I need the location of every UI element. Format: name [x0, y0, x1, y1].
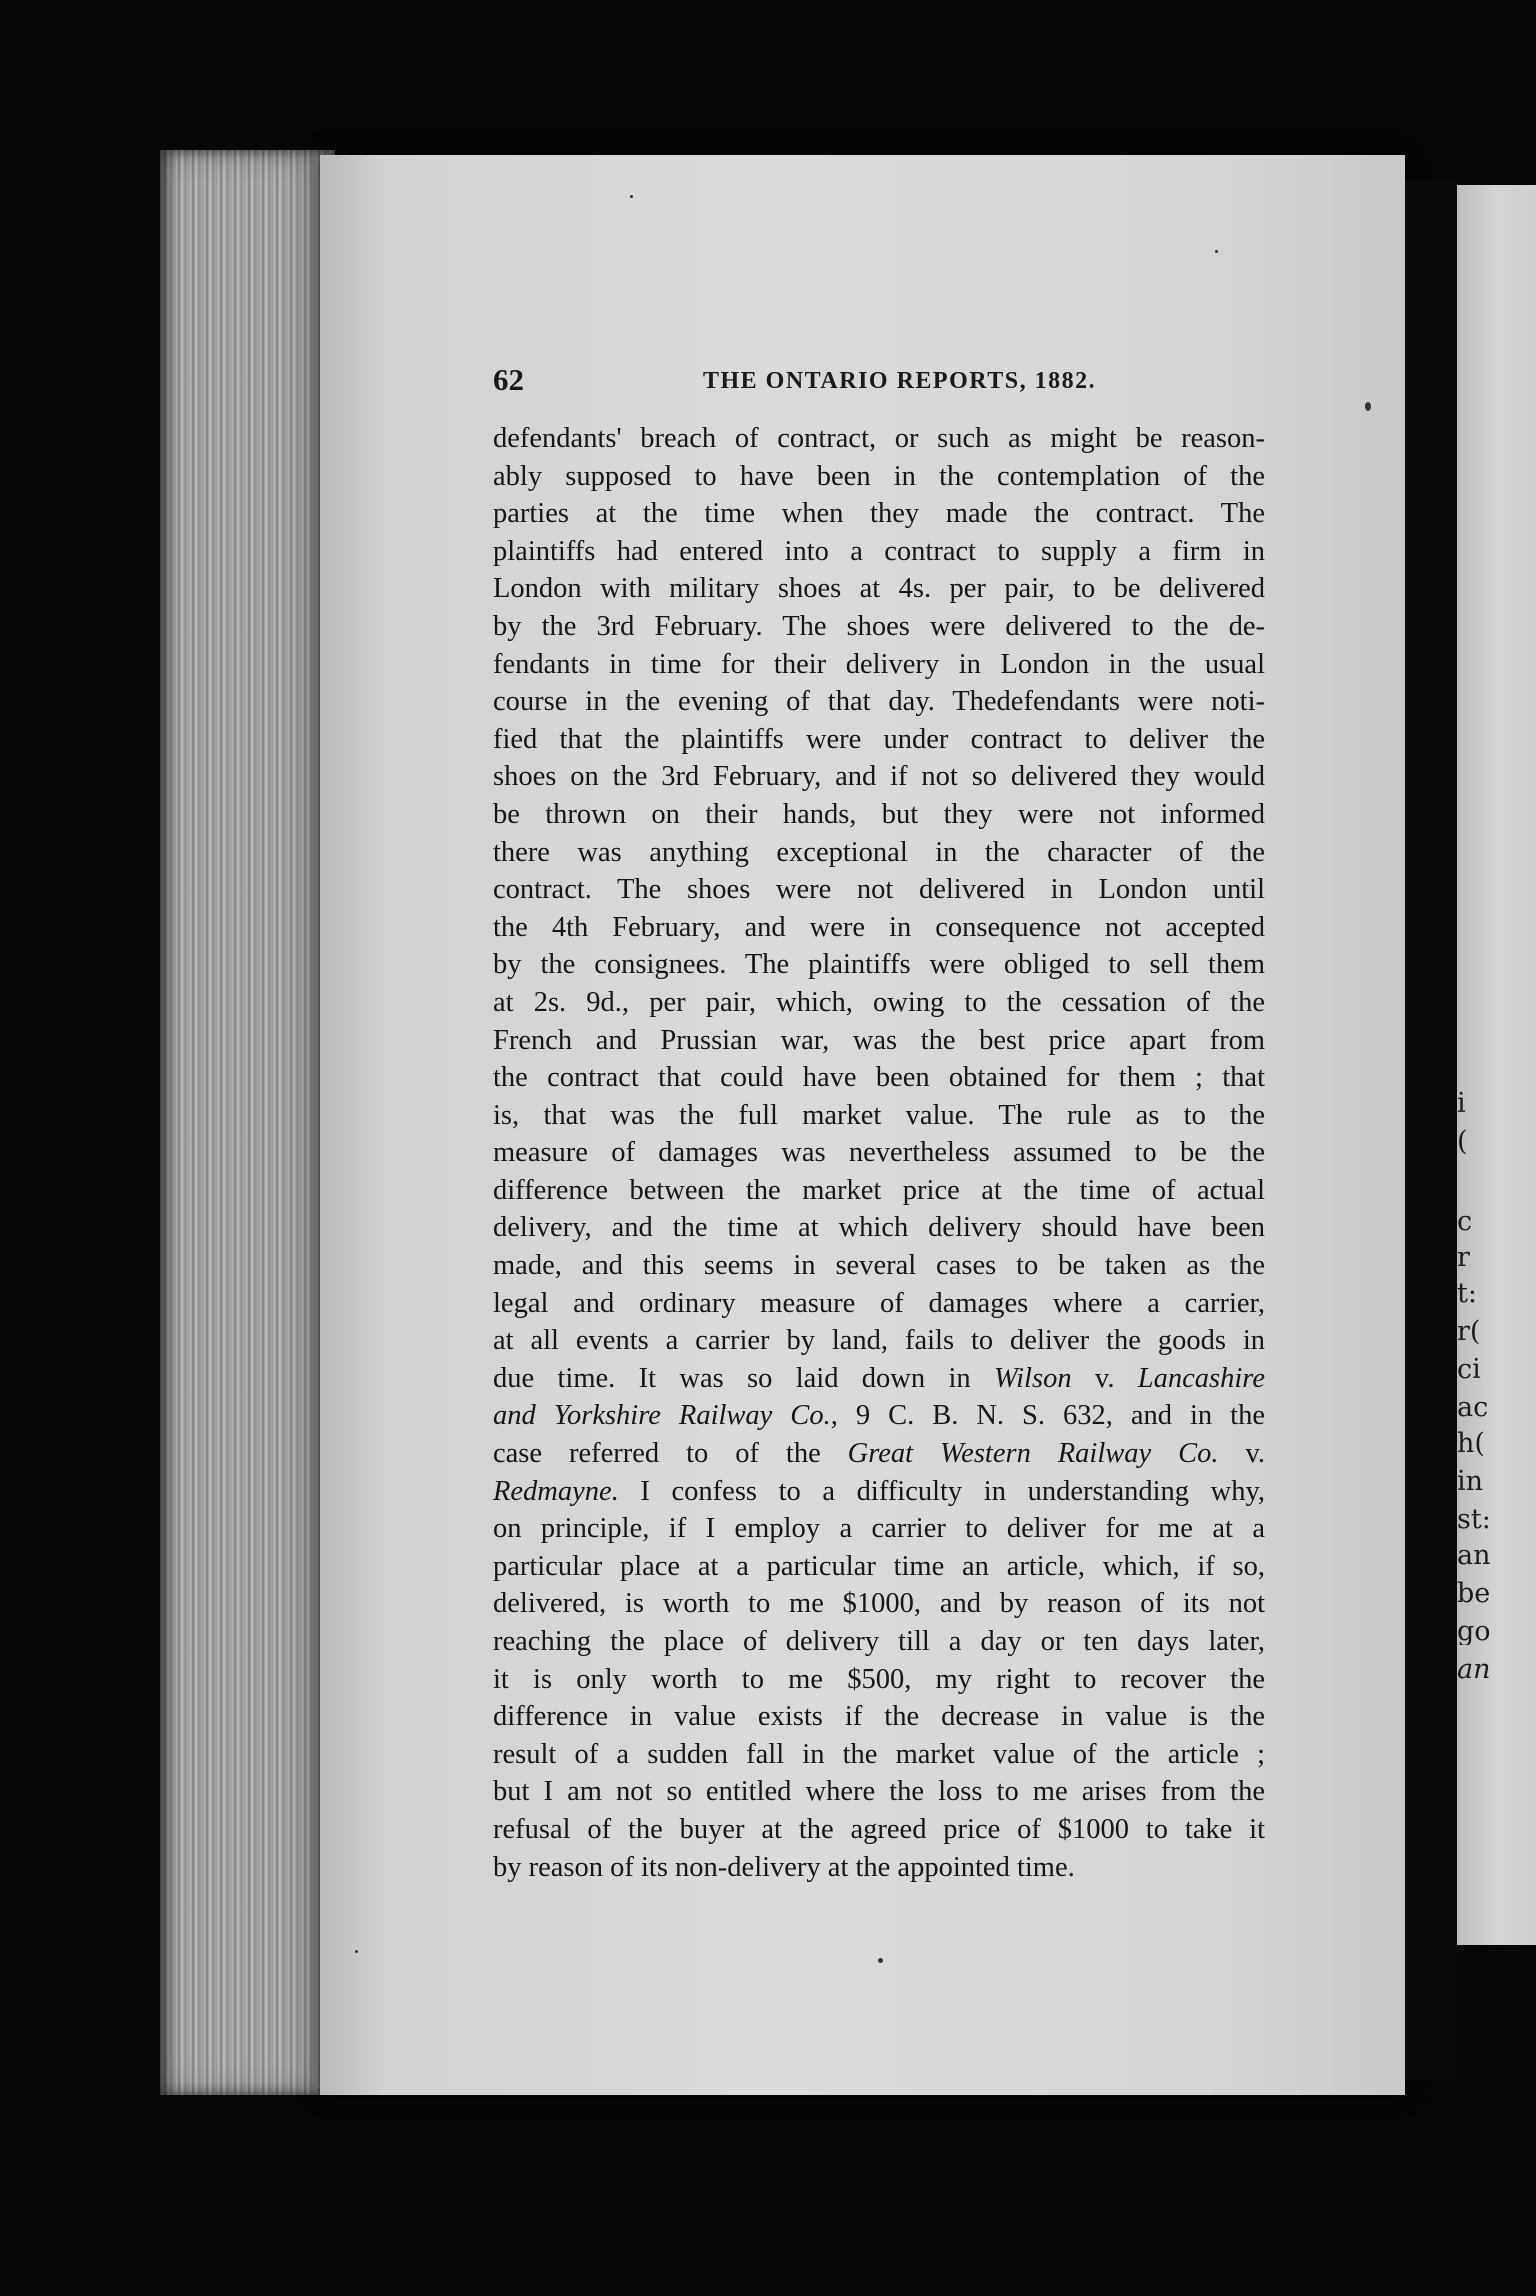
text-run: I confess to a difficulty in understanding why, — [618, 1475, 1265, 1507]
italic-case-name: Lancashire — [1137, 1362, 1265, 1394]
facing-page-text-fragment: i — [1457, 1090, 1466, 1117]
facing-page-text-fragment: r( — [1457, 1318, 1481, 1345]
facing-page-text-fragment: be — [1457, 1580, 1491, 1607]
text-line — [493, 1585, 1265, 1623]
book-page-edges — [160, 150, 335, 2095]
facing-page-text-fragment: t: — [1457, 1280, 1477, 1307]
text-line — [493, 1172, 1265, 1210]
facing-page-text-fragment: r — [1457, 1244, 1470, 1271]
text-run: but I am not so entitled where the loss to me arises from the — [493, 1776, 1265, 1808]
text-run: , 9 C. B. N. S. 632, and in the — [830, 1400, 1265, 1432]
text-line — [493, 1736, 1265, 1774]
facing-page-fragment — [1457, 185, 1536, 1945]
text-line — [493, 796, 1265, 834]
text-run: shoes on the 3rd February, and if not so delivered they would — [493, 761, 1265, 793]
text-run: defendants' breach of contract, or such as might be reason- — [493, 423, 1265, 454]
page-number: 62 — [493, 362, 524, 397]
text-line — [493, 946, 1265, 984]
text-line — [493, 1397, 1265, 1435]
text-line — [493, 1209, 1265, 1247]
text-run: at all events a carrier by land, fails to deliver the goods in — [493, 1325, 1265, 1357]
text-line — [493, 1097, 1265, 1135]
facing-page-text-fragment: an — [1457, 1542, 1491, 1569]
text-run: fendants in time for their delivery in London in the usual — [493, 648, 1265, 680]
text-run: difference in value exists if the decrease in value is the — [493, 1701, 1265, 1733]
text-line — [493, 984, 1265, 1022]
italic-case-name: Wilson — [993, 1362, 1072, 1394]
text-line — [493, 1435, 1265, 1473]
text-run: legal and ordinary measure of damages where a carrier, — [493, 1287, 1265, 1319]
text-run: reaching the place of delivery till a day or ten days later, — [493, 1626, 1265, 1657]
text-line — [493, 1022, 1265, 1060]
print-speck — [1365, 402, 1371, 411]
text-run: London with military shoes at 4s. per pair, to be delivered — [493, 573, 1265, 605]
text-run: parties at the time when they made the contract. The — [493, 498, 1265, 530]
text-run: by reason of its non-delivery at the appointed time. — [493, 1851, 1075, 1883]
text-line — [493, 420, 1265, 458]
text-run: the contract that could have been obtained for them ; that — [493, 1062, 1265, 1094]
facing-page-text-fragment: in — [1457, 1468, 1484, 1495]
text-line — [493, 871, 1265, 909]
text-line — [493, 1473, 1265, 1511]
facing-page-text-fragment: ac — [1457, 1394, 1489, 1421]
text-line — [493, 1322, 1265, 1360]
text-run: at 2s. 9d., per pair, which, owing to the cessation of the — [493, 986, 1265, 1018]
text-run: made, and this seems in several cases to be taken as the — [493, 1250, 1265, 1282]
text-line — [493, 570, 1265, 608]
italic-case-name: Great Western Railway Co. — [847, 1438, 1219, 1470]
text-line — [493, 495, 1265, 533]
text-run: delivery, and the time at which delivery should have been — [493, 1212, 1265, 1244]
text-line — [493, 1059, 1265, 1097]
facing-page-text-fragment: ci — [1457, 1356, 1481, 1383]
text-run: measure of damages was nevertheless assumed to be the — [493, 1137, 1265, 1169]
text-line — [493, 1510, 1265, 1548]
body-text — [493, 420, 1265, 1886]
text-line — [493, 1247, 1265, 1285]
text-run: be thrown on their hands, but they were not informed — [493, 798, 1265, 830]
print-speck — [878, 1958, 883, 1963]
text-line — [493, 758, 1265, 796]
italic-case-name: and Yorkshire Railway Co. — [493, 1400, 831, 1432]
text-line — [493, 1548, 1265, 1586]
text-line — [493, 683, 1265, 721]
text-run: by the 3rd February. The shoes were delivered to the de- — [493, 610, 1265, 642]
facing-page-text-fragment: an — [1457, 1656, 1491, 1683]
print-speck — [630, 195, 633, 198]
facing-page-text-fragment: c — [1457, 1208, 1473, 1235]
text-run: difference between the market price at the time of actual — [493, 1174, 1265, 1206]
text-line — [493, 533, 1265, 571]
text-line — [493, 1134, 1265, 1172]
text-run: course in the evening of that day. Thedefendants were noti- — [493, 686, 1265, 718]
text-run: particular place at a particular time an article, which, if so, — [493, 1550, 1265, 1582]
text-run: there was anything exceptional in the character of the — [493, 836, 1265, 868]
facing-page-text-fragment: ( — [1457, 1128, 1468, 1155]
text-line — [493, 1623, 1265, 1661]
italic-case-name: Redmayne. — [493, 1475, 619, 1507]
text-run: it is only worth to me $500, my right to recover the — [493, 1663, 1265, 1695]
text-line — [493, 458, 1265, 496]
text-run: on principle, if I employ a carrier to deliver for me at a — [493, 1513, 1265, 1545]
text-line — [493, 1360, 1265, 1398]
text-run: contract. The shoes were not delivered in London until — [493, 874, 1265, 906]
text-line — [493, 1849, 1265, 1887]
text-run: fied that the plaintiffs were under contract to deliver the — [493, 723, 1265, 755]
text-line — [493, 1698, 1265, 1736]
text-line — [493, 646, 1265, 684]
text-line — [493, 721, 1265, 759]
text-line — [493, 608, 1265, 646]
text-run: case referred to of the — [493, 1438, 848, 1470]
text-run: is, that was the full market value. The rule as to the — [493, 1099, 1265, 1131]
text-line — [493, 1661, 1265, 1699]
print-speck — [355, 1950, 358, 1953]
text-run: French and Prussian war, was the best price apart from — [493, 1024, 1265, 1056]
text-run: v. — [1218, 1438, 1265, 1470]
text-run: ably supposed to have been in the contemplation of the — [493, 460, 1265, 492]
text-line — [493, 1773, 1265, 1811]
text-line — [493, 834, 1265, 872]
text-run: by the consignees. The plaintiffs were obliged to sell them — [493, 949, 1265, 981]
facing-page-text-fragment: h( — [1457, 1430, 1485, 1457]
text-run: due time. It was so laid down in — [493, 1362, 994, 1394]
text-run: refusal of the buyer at the agreed price of $1000 to take it — [493, 1813, 1265, 1845]
book-gutter — [1405, 180, 1457, 2080]
text-line — [493, 1285, 1265, 1323]
text-run: plaintiffs had entered into a contract to supply a firm in — [493, 535, 1265, 567]
facing-page-text-fragment: st: — [1457, 1506, 1491, 1533]
text-run: the 4th February, and were in consequence not accepted — [493, 911, 1265, 943]
text-run: v. — [1071, 1362, 1138, 1394]
text-run: result of a sudden fall in the market value of the article ; — [493, 1738, 1265, 1770]
print-speck — [1215, 250, 1218, 253]
text-line — [493, 1811, 1265, 1849]
text-line — [493, 909, 1265, 947]
text-run: delivered, is worth to me $1000, and by reason of its not — [493, 1588, 1265, 1620]
facing-page-text-fragment: go — [1457, 1618, 1491, 1645]
running-head: THE ONTARIO REPORTS, 1882. — [703, 368, 1097, 394]
